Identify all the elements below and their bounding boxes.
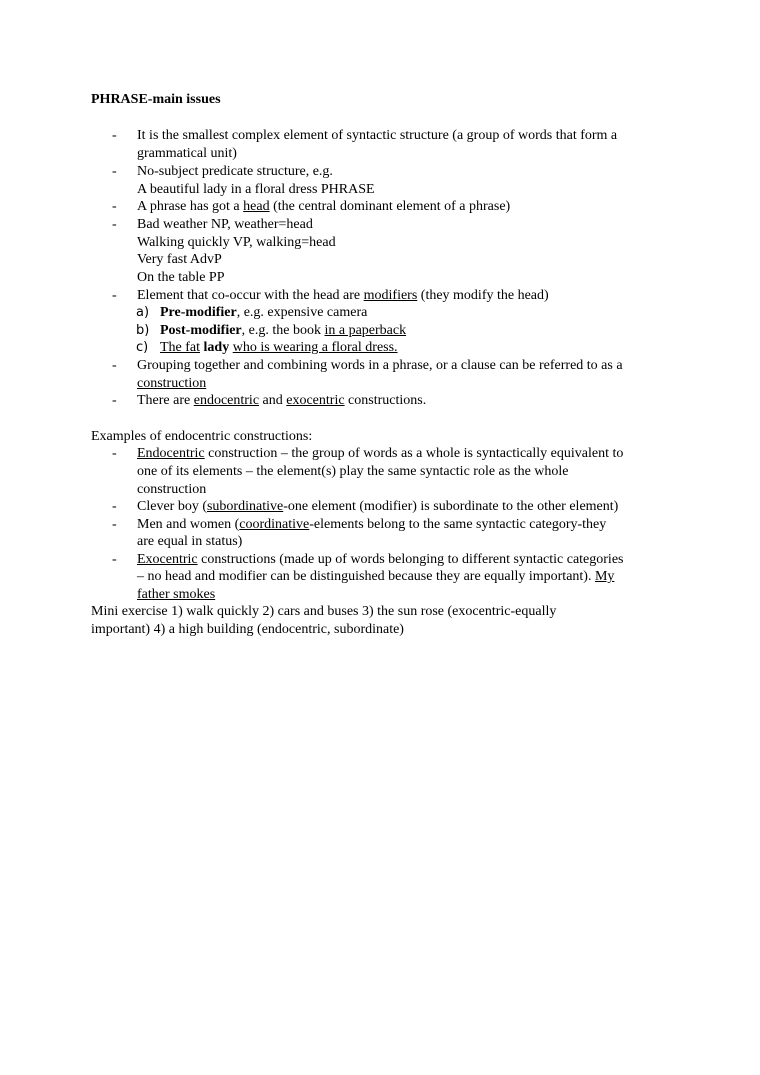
sub-b-rest: , e.g. the book [241, 323, 325, 338]
sub-item-b [160, 322, 406, 340]
example-4-line-3 [137, 586, 215, 604]
item-6-line-1: Grouping together and combining words in a phrase, or a clause can be referred to as a [137, 358, 623, 373]
sub-marker-a: a) [136, 305, 150, 320]
bullet-dash: - [112, 217, 117, 232]
example-4-rest: constructions (made up of words belonging to different syntactic categories [197, 552, 624, 567]
sub-marker-c: c) [136, 340, 149, 355]
item-5-line [137, 287, 549, 305]
example-3-underline: coordinative [239, 517, 310, 532]
item-7-post: constructions. [344, 393, 427, 408]
sub-c-bold: lady [203, 340, 230, 355]
item-3-underline-head: head [243, 199, 270, 214]
example-2-line [137, 498, 618, 516]
item-2-line-1: No-subject predicate structure, e.g. [137, 164, 333, 179]
example-1-rest: construction – the group of words as a whole is syntactically equivalent to [204, 446, 624, 461]
item-5-underline-modifiers: modifiers [363, 288, 418, 303]
example-1-line-1 [137, 445, 623, 463]
bullet-dash: - [112, 446, 117, 461]
item-2-line-2: A beautiful lady in a floral dress PHRASE [137, 182, 375, 197]
example-3-line-1 [137, 516, 606, 534]
bullet-dash: - [112, 393, 117, 408]
item-4-line-2: Walking quickly VP, walking=head [137, 235, 336, 250]
sub-a-rest: , e.g. expensive camera [236, 305, 368, 320]
item-1-line-1: It is the smallest complex element of syntactic structure (a group of words that form a [137, 128, 618, 143]
item-7-pre: There are [137, 393, 194, 408]
item-4-line-1: Bad weather NP, weather=head [137, 217, 313, 232]
item-5-text-post: (they modify the head) [417, 288, 549, 303]
sub-marker-b: b) [136, 323, 150, 338]
item-7-underline-endocentric: endocentric [193, 393, 260, 408]
bullet-dash: - [112, 517, 117, 532]
bullet-dash: - [112, 199, 117, 214]
item-7-underline-exocentric: exocentric [286, 393, 345, 408]
item-6-underline-construction: construction [137, 376, 207, 391]
example-3-post: -elements belong to the same syntactic category-they [309, 517, 607, 532]
item-6-line-2 [137, 375, 206, 393]
item-7-mid: and [259, 393, 287, 408]
item-3-text-post: (the central dominant element of a phrase) [269, 199, 511, 214]
mini-exercise-line-1: Mini exercise 1) walk quickly 2) cars and buses 3) the sun rose (exocentric-equally [91, 604, 557, 619]
example-3-line-2: are equal in status) [137, 534, 243, 549]
sub-a-bold: Pre-modifier [160, 305, 237, 320]
item-3-line [137, 198, 510, 216]
item-1-line-2: grammatical unit) [137, 146, 237, 161]
sub-c-underline-2: who is wearing a floral dress. [232, 340, 398, 355]
bullet-dash: - [112, 499, 117, 514]
example-2-post: -one element (modifier) is subordinate to the other element) [283, 499, 619, 514]
bullet-dash: - [112, 552, 117, 567]
item-4-line-4: On the table PP [137, 270, 225, 285]
item-3-text-pre: A phrase has got a [137, 199, 244, 214]
page-title: PHRASE-main issues [91, 92, 221, 107]
example-1-line-2: one of its elements – the element(s) play the same syntactic role as the whole [137, 464, 569, 479]
item-7-line [137, 392, 426, 410]
example-4-l2-pre: – no head and modifier can be distinguished because they are equally important). [137, 569, 595, 584]
examples-heading: Examples of endocentric constructions: [91, 429, 313, 444]
example-1-line-3: construction [137, 482, 207, 497]
sub-item-a [160, 304, 367, 322]
bullet-dash: - [112, 358, 117, 373]
example-2-underline: subordinative [206, 499, 284, 514]
example-4-underline: Exocentric [137, 552, 198, 567]
item-5-text-pre: Element that co-occur with the head are [137, 288, 364, 303]
example-4-underline-father-smokes: father smokes [137, 587, 216, 602]
example-4-line-1 [137, 551, 624, 569]
example-2-pre: Clever boy ( [137, 499, 207, 514]
sub-b-bold: Post-modifier [160, 323, 242, 338]
example-4-underline-my: My [594, 569, 615, 584]
bullet-dash: - [112, 288, 117, 303]
example-1-underline: Endocentric [137, 446, 205, 461]
bullet-dash: - [112, 164, 117, 179]
sub-c-underline-1: The fat [160, 340, 201, 355]
mini-exercise-line-2: important) 4) a high building (endocentric, subordinate) [91, 622, 404, 637]
example-3-pre: Men and women ( [137, 517, 240, 532]
sub-item-c [160, 339, 398, 357]
item-4-line-3: Very fast AdvP [137, 252, 222, 267]
bullet-dash: - [112, 128, 117, 143]
example-4-line-2 [137, 568, 614, 586]
sub-b-underline: in a paperback [324, 323, 407, 338]
